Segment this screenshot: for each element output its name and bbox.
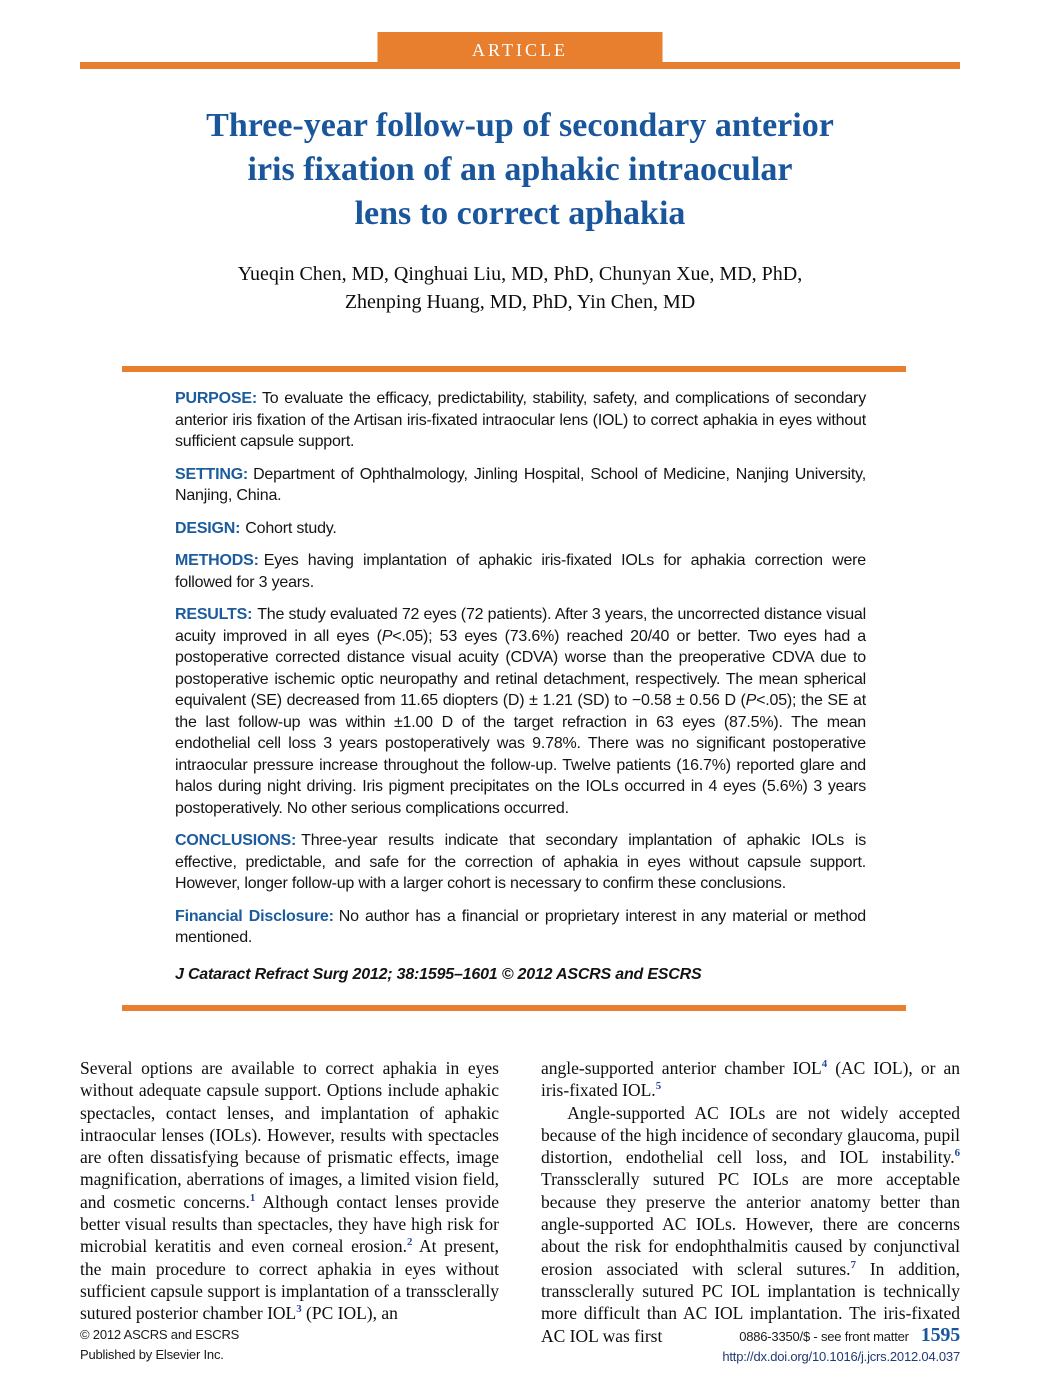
abstract-text-setting: Department of Ophthalmology, Jinling Hospital, School of Medicine, Nanjing University, Nanjing, China. [175,465,866,504]
body-column-left [80,1057,499,1347]
article-header [80,0,960,70]
article-banner [378,32,663,69]
page-title [80,104,960,236]
abstract-text-disclosure: No author has a financial or proprietary interest in any material or method mentioned. [175,907,866,946]
abstract-label-conclusions: CONCLUSIONS: [175,832,297,849]
abstract-label-disclosure: Financial Disclosure: [175,907,334,925]
title-line-1: Three-year follow-up of secondary anterior [206,107,834,144]
article-banner-label: ARTICLE [472,40,568,60]
footer-left [80,1325,239,1365]
abstract-section-setting [175,464,866,507]
body-paragraph-intro: Several options are available to correct aphakia in eyes without adequate capsule support. Options include aphakic spectacles, contact lenses, and implantation of aphakic intraocular lenses (IOLs). However, results with spectacles are often dissatisfying because of prismatic effects, image magnification, aberrations of images, a limited vision field, and cosmetic concerns.$^1$ Although contact lenses provide better visual results than spectacles, they have high risk for microbial keratitis and even corneal erosion.$^2$ At present, the main procedure to correct aphakia in eyes without sufficient capsule support is implantation of a transsclerally sutured posterior chamber IOL$^3$ (PC IOL), an [80,1058,500,1324]
publisher-line: Published by Elsevier Inc. [80,1347,224,1362]
authors-block [80,260,960,316]
citation-reference: 4 [821,1058,828,1071]
abstract-section-purpose [175,388,866,453]
copyright-line: © 2012 ASCRS and ESCRS [80,1327,240,1342]
page-number: 1595 [920,1324,960,1346]
authors-line-2: Zhenping Huang, MD, PhD, Yin Chen, MD [344,291,696,313]
abstract-label-methods: METHODS: [175,552,259,569]
abstract-label-setting: SETTING: [175,465,249,483]
abstract-text-conclusions: Three-year results indicate that secondary implantation of aphakic IOLs is effective, predictable, and safe for the correction of aphakia in eyes without capsule support. However, longer follow-up with a larger cohort is necessary to confirm these conclusions. [175,832,866,892]
abstract-section-results [175,604,866,819]
abstract-box [122,366,906,1011]
doi-link[interactable]: http://dx.doi.org/10.1016/j.jcrs.2012.04.037 [722,1349,960,1364]
abstract-label-design: DESIGN: [175,519,241,537]
title-line-2: iris fixation of an aphakic intraocular [247,151,793,188]
citation-reference: 6 [954,1147,960,1160]
body-paragraph-intro-continued: angle-supported anterior chamber IOL$^4$ (AC IOL), or an iris-fixated IOL.$^5$ [541,1058,960,1101]
journal-citation: J Cataract Refract Surg 2012; 38:1595–1601 © 2012 ASCRS and ESCRS [175,965,702,983]
abstract-text-methods: Eyes having implantation of aphakic iris-fixated IOLs for aphakia correction were followed for 3 years. [175,552,866,591]
abstract-section-design [175,518,866,540]
issn-line: 0886-3350/$ - see front matter [739,1329,909,1344]
page-footer [80,1325,960,1367]
citation-reference: 2 [406,1236,413,1249]
citation-reference: 7 [850,1258,856,1271]
abstract-label-results: RESULTS: [175,606,253,623]
body-paragraph-ac-iols: Angle-supported AC IOLs are not widely accepted because of the high incidence of secondary glaucoma, pupil distortion, endothelial cell loss, and IOL instability.$^6$ Transsclerally sutured PC IOLs are more acceptable because they preserve the anterior anatomy better than angle-supported AC IOLs. However, there are concerns about the risk for endophthalmitis caused by conjunctival erosion associated with scleral sutures.$^7$ In addition, transsclerally sutured PC IOL implantation is technically more difficult than AC IOL implantation. The iris-fixated AC IOL was first [541,1102,960,1346]
issn-row [722,1325,960,1347]
abstract-text-results: The study evaluated 72 eyes (72 patients). After 3 years, the uncorrected distance visual acuity improved in all eyes (P<.05); 53 eyes (73.6%) reached 20/40 or better. Two eyes had a postoperative corrected distance visual acuity (CDVA) worse than the preoperative CDVA due to postoperative ischemic optic neuropathy and retinal detachment, respectively. The mean spherical equivalent (SE) decreased from 11.65 diopters (D) ± 1.21 (SD) to −0.58 ± 0.56 D (P<.05); the SE at the last follow-up was within ±1.00 D of the target refraction in 63 eyes (87.5%). The mean endothelial cell loss 3 years postoperatively was 9.78%. There was no significant postoperative intraocular pressure increase throughout the follow-up. Twelve patients (16.7%) reported glare and halos during night driving. Iris pigment precipitates on the IOLs occurred in 4 eyes (5.6%) 3 years postoperatively. No other serious complications occurred. [175,606,866,817]
abstract-text-purpose: To evaluate the efficacy, predictability, stability, safety, and complications of secondary anterior iris fixation of the Artisan iris-fixated intraocular lens (IOL) to correct aphakia in eyes without sufficient capsule support. [175,390,866,450]
title-line-3: lens to correct aphakia [354,195,686,232]
body-column-right [541,1057,960,1347]
abstract-section-disclosure [175,906,866,949]
abstract-text-design: Cohort study. [245,519,337,537]
citation-reference: 5 [655,1080,662,1093]
authors-line-1: Yueqin Chen, MD, Qinghuai Liu, MD, PhD, Chunyan Xue, MD, PhD, [237,263,803,285]
citation-reference: 3 [296,1303,302,1316]
body-columns [80,1057,960,1347]
citation-reference: 1 [249,1191,256,1204]
abstract-section-methods [175,550,866,593]
abstract-label-purpose: PURPOSE: [175,390,257,407]
abstract-section-conclusions [175,830,866,895]
footer-right [722,1325,960,1367]
